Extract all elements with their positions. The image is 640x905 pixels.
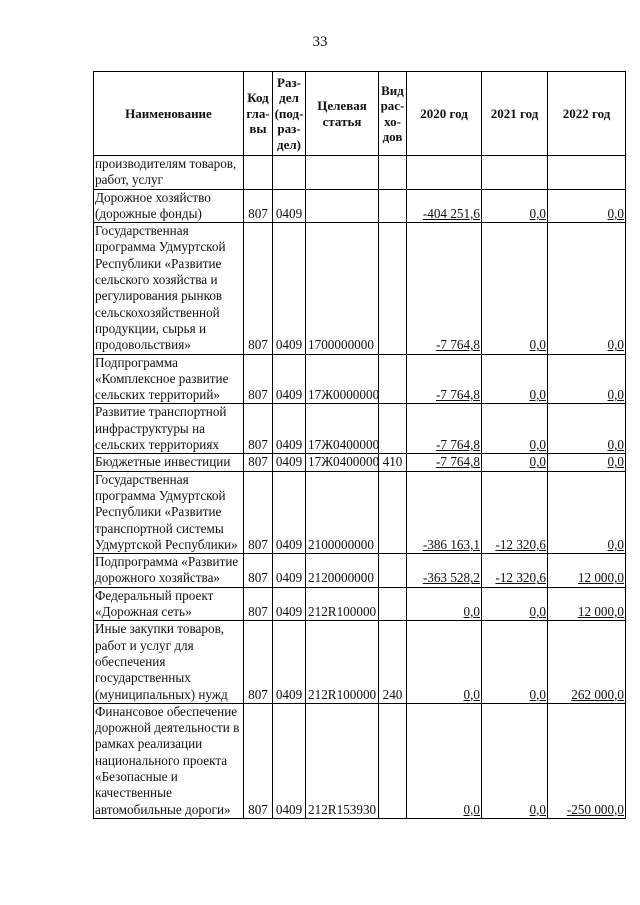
row-2021: 0,0 — [482, 703, 548, 818]
row-2021: 0,0 — [482, 223, 548, 354]
row-statya: 212R100000 — [306, 587, 379, 621]
row-2020: -7 764,8 — [407, 354, 482, 404]
row-2021: 0,0 — [482, 454, 548, 471]
row-2021 — [482, 156, 548, 190]
row-kod: 807 — [244, 554, 273, 588]
row-2022: 0,0 — [548, 223, 626, 354]
row-2022: 0,0 — [548, 189, 626, 223]
row-2022: 12 000,0 — [548, 554, 626, 588]
row-vid: 410 — [379, 454, 407, 471]
table-row — [94, 554, 626, 588]
row-2021: 0,0 — [482, 354, 548, 404]
row-name: Финансовое обеспечение дорожной деятельности в рамках реализации национального проекта «Безопасные и качественные автомобильные дороги» — [94, 703, 244, 818]
row-2020 — [407, 156, 482, 190]
row-vid — [379, 223, 407, 354]
row-2022: -250 000,0 — [548, 703, 626, 818]
row-2020: -7 764,8 — [407, 223, 482, 354]
page-number: 33 — [312, 34, 328, 50]
row-statya: 17Ж0000000 — [306, 354, 379, 404]
row-statya: 212R153930 — [306, 703, 379, 818]
table-row — [94, 404, 626, 454]
header-kod: Код гла-вы — [244, 72, 273, 156]
row-statya: 17Ж0400000 — [306, 404, 379, 454]
row-name: производителям товаров, работ, услуг — [94, 156, 244, 190]
header-2022: 2022 год — [548, 72, 626, 156]
row-kod: 807 — [244, 404, 273, 454]
row-2021: 0,0 — [482, 621, 548, 703]
row-razdel: 0409 — [273, 554, 306, 588]
row-2020: -386 163,1 — [407, 471, 482, 553]
row-vid — [379, 156, 407, 190]
row-vid — [379, 354, 407, 404]
row-kod: 807 — [244, 587, 273, 621]
row-razdel — [273, 156, 306, 190]
row-kod: 807 — [244, 471, 273, 553]
row-kod: 807 — [244, 703, 273, 818]
row-statya: 2120000000 — [306, 554, 379, 588]
row-2020: 0,0 — [407, 703, 482, 818]
row-vid: 240 — [379, 621, 407, 703]
table-row — [94, 587, 626, 621]
row-name: Бюджетные инвестиции — [94, 454, 244, 471]
row-statya: 1700000000 — [306, 223, 379, 354]
row-name: Подпрограмма «Комплексное развитие сельских территорий» — [94, 354, 244, 404]
row-vid — [379, 404, 407, 454]
row-razdel: 0409 — [273, 703, 306, 818]
row-2021: 0,0 — [482, 587, 548, 621]
row-vid — [379, 471, 407, 553]
row-kod — [244, 156, 273, 190]
row-statya — [306, 156, 379, 190]
row-2022: 0,0 — [548, 471, 626, 553]
header-statya: Целевая статья — [306, 72, 379, 156]
row-name: Развитие транспортной инфраструктуры на сельских территориях — [94, 404, 244, 454]
row-razdel: 0409 — [273, 404, 306, 454]
row-2022: 262 000,0 — [548, 621, 626, 703]
table-row — [94, 621, 626, 703]
row-razdel: 0409 — [273, 223, 306, 354]
row-kod: 807 — [244, 621, 273, 703]
row-vid — [379, 554, 407, 588]
row-name: Иные закупки товаров, работ и услуг для обеспечения государственных (муниципальных) нужд — [94, 621, 244, 703]
header-2021: 2021 год — [482, 72, 548, 156]
row-kod: 807 — [244, 354, 273, 404]
row-statya — [306, 189, 379, 223]
row-name: Государственная программа Удмуртской Республики «Развитие сельского хозяйства и регулирования рынков сельскохозяйственной продукции, сырья и продовольствия» — [94, 223, 244, 354]
row-razdel: 0409 — [273, 621, 306, 703]
row-2020: -404 251,6 — [407, 189, 482, 223]
table-row — [94, 223, 626, 354]
row-2021: 0,0 — [482, 189, 548, 223]
row-2020: -7 764,8 — [407, 454, 482, 471]
table-row — [94, 454, 626, 471]
row-statya: 212R100000 — [306, 621, 379, 703]
row-2022: 12 000,0 — [548, 587, 626, 621]
table-row — [94, 189, 626, 223]
row-vid — [379, 189, 407, 223]
row-2020: -363 528,2 — [407, 554, 482, 588]
header-row — [94, 72, 626, 156]
row-name: Дорожное хозяйство (дорожные фонды) — [94, 189, 244, 223]
row-name: Подпрограмма «Развитие дорожного хозяйства» — [94, 554, 244, 588]
table-row — [94, 703, 626, 818]
row-razdel: 0409 — [273, 354, 306, 404]
header-name: Наименование — [94, 72, 244, 156]
row-2021: 0,0 — [482, 404, 548, 454]
row-2022: 0,0 — [548, 454, 626, 471]
row-name: Государственная программа Удмуртской Республики «Развитие транспортной системы Удмуртской Республики» — [94, 471, 244, 553]
row-2020: -7 764,8 — [407, 404, 482, 454]
row-statya: 2100000000 — [306, 471, 379, 553]
row-razdel: 0409 — [273, 454, 306, 471]
header-razdel: Раз-дел (под-раз-дел) — [273, 72, 306, 156]
row-2022 — [548, 156, 626, 190]
row-vid — [379, 587, 407, 621]
row-name: Федеральный проект «Дорожная сеть» — [94, 587, 244, 621]
row-kod: 807 — [244, 189, 273, 223]
row-2021: -12 320,6 — [482, 554, 548, 588]
row-vid — [379, 703, 407, 818]
row-razdel: 0409 — [273, 189, 306, 223]
row-kod: 807 — [244, 223, 273, 354]
row-2022: 0,0 — [548, 354, 626, 404]
header-vid: Вид рас-хо-дов — [379, 72, 407, 156]
row-2021: -12 320,6 — [482, 471, 548, 553]
row-razdel: 0409 — [273, 587, 306, 621]
header-2020: 2020 год — [407, 72, 482, 156]
table-row — [94, 354, 626, 404]
row-statya: 17Ж0400000 — [306, 454, 379, 471]
table-row — [94, 156, 626, 190]
row-2020: 0,0 — [407, 621, 482, 703]
table-row — [94, 471, 626, 553]
row-razdel: 0409 — [273, 471, 306, 553]
row-2022: 0,0 — [548, 404, 626, 454]
row-kod: 807 — [244, 454, 273, 471]
budget-table — [93, 71, 626, 819]
row-2020: 0,0 — [407, 587, 482, 621]
